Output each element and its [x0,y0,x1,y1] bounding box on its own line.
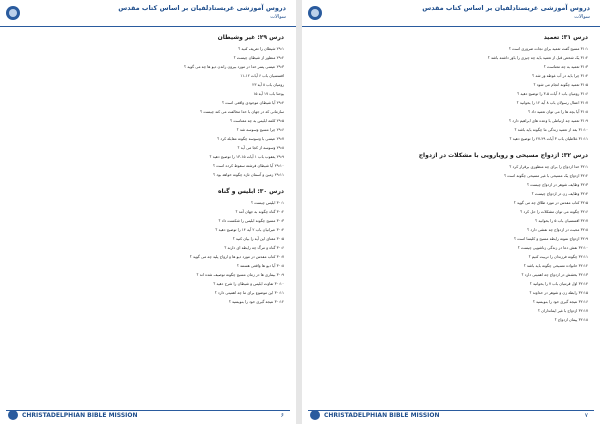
question-line: ۳۰:۱۰ تفاوت ابلیس و شیطان را شرح دهید ؟ [213,281,284,286]
question-line: ۳۲:۱۳ بخشش در ازدواج چه اهمیتی دارد ؟ [521,272,588,277]
question-list [314,46,588,142]
question-line: ۲۹:۵ کلمه ابلیس به چه معناست ؟ [230,118,284,123]
question-line: ۲۹:۸ وسوسه از کجا می آید ؟ [237,145,284,150]
footer-mission-name: CHRISTADELPHIAN BIBLE MISSION [22,412,138,419]
question-line: ۳۲:۱۴ اول قرنتیان باب ۷ را بخوانید ؟ [529,281,588,286]
footer-mission-name: CHRISTADELPHIAN BIBLE MISSION [324,412,440,419]
question-line: ۳۰:۲ گناه چگونه به جهان آمد ؟ [235,209,284,214]
question-line: ۲۹:۱۱ زمین و آسمان تازه چگونه خواهد بود ؟ [213,172,284,177]
question-line: ۳۲:۷ افسسیان باب ۵ را بخوانید ؟ [535,218,588,223]
lesson-heading: درس ۳۲: ازدواج مسیحی و رویارویی با مشکلات در ازدواج [418,152,588,159]
footer-rule [308,410,594,412]
footer-logo-icon [8,410,18,420]
question-line: ۳۲:۱۷ ازدواج با غیر ایمانداران ؟ [537,308,588,313]
question-line: ۳۰:۱۱ این موضوع برای ما چه اهمیتی دارد ؟ [214,290,284,295]
question-line: ۳۱:۷ اعمال رسولان باب ۸ آیه ۱۲ را بخوانید ؟ [516,100,588,105]
question-line: ۳۲:۹ ازدواج نمونه رابطه مسیح و کلیسا است ؟ [514,236,588,241]
question-line: ۳۱:۱۰ بعد از تعمید زندگی ما چگونه باید باشد ؟ [514,127,588,132]
left-page-body [12,34,284,308]
question-line: ۳۱:۲ یک شخص قبل از تعمید باید چه چیزی را باور داشته باشد ؟ [487,55,588,60]
question-list [12,200,284,305]
question-line: ۲۹:۷ عیسی با وسوسه چگونه مقابله کرد ؟ [217,136,284,141]
lesson-heading: درس ۳۱: تعمید [543,34,588,41]
right-page-body [314,34,588,326]
question-line: ۳۲:۸ محبت در ازدواج چه نقشی دارد ؟ [527,227,588,232]
question-line: ۲۹:۴ آیا شیطان موجودی واقعی است ؟ [222,100,284,105]
question-line: ۲۹:۲ منظور از شیطان چیست ؟ [233,55,284,60]
question-line: ۳۱:۹ تعمید چه ارتباطی با وعده های ابراهیم دارد ؟ [509,118,588,123]
question-line: ۳۰:۱ ابلیس چیست ؟ [250,200,284,205]
question-line: ۳۰:۵ معنای این آیه را بیان کنید ؟ [232,236,284,241]
question-line: ۲۹:۹ یعقوب باب ۱ آیات ۱۵-۱۳ را توضیح دهید ؟ [209,154,284,159]
question-line: ۳۲:۲ ازدواج یک مسیحی با غیر مسیحی چگونه است ؟ [504,173,588,178]
footer-logo-icon [310,410,320,420]
question-line: یوحنا باب ۱۷ آیه ۱۵ [253,91,284,96]
question-line: ۳۲:۱۱ چگونه فرزندان را تربیت کنیم ؟ [528,254,588,259]
question-line: ۳۲:۵ کتاب مقدس در مورد طلاق چه می گوید ؟ [513,200,588,205]
page-number: ۷ [584,412,588,419]
question-line: ۳۲:۱۰ نقش دعا در زندگی زناشویی چیست ؟ [517,245,588,250]
question-line: ۳۰:۶ گناه و مرگ چه رابطه ای دارند ؟ [224,245,284,250]
page-footer [302,402,600,424]
mission-logo-icon [308,6,322,20]
question-line: ۳۱:۳ تعمید به چه معناست ؟ [543,64,588,69]
page-footer [0,402,296,424]
header-title: دروس آموزشی غریستادلفیان بر اساس کتاب مقدس [118,4,286,12]
question-line: ۳۱:۱ مسیح گفت تعمید برای نجات ضروری است ؟ [508,46,588,51]
question-line: ۲۹:۶ چرا مسیح وسوسه شد ؟ [236,127,284,132]
question-line: سازمانی که در جهان با خدا مخالفت می کند چیست ؟ [200,109,284,114]
page-number: ۶ [280,412,284,419]
question-line: ۳۲:۱۸ پیمان ازدواج ؟ [554,317,588,322]
footer-rule [6,410,290,412]
question-line: ۳۰:۱۲ نتیجه گیری خود را بنویسید ؟ [228,299,284,304]
question-line: ۳۲:۱۲ خانواده مسیحی چگونه باید باشد ؟ [523,263,588,268]
question-list [314,164,588,323]
question-line: ۲۹:۱۰ آیا شیطان فرشته سقوط کرده است ؟ [213,163,284,168]
question-line: ۳۱:۴ چرا باید در آب غوطه ور شد ؟ [532,73,588,78]
page-header [0,0,296,27]
question-line: ۳۰:۳ مسیح چگونه ابلیس را شکست داد ؟ [218,218,284,223]
question-line: ۳۱:۶ رومیان باب ۶ آیات ۵-۳ را توضیح دهید ؟ [517,91,588,96]
header-subtitle: سوالات [270,14,286,20]
question-line: ۲۹:۱ شیطان را تعریف کنید ؟ [238,46,284,51]
question-line: افسسیان باب ۶ آیات ۱۲-۱۱ [240,73,284,78]
lesson-heading: درس ۲۹: غیر وشیطان [217,34,284,41]
question-list [12,46,284,178]
question-line: ۳۰:۴ عبرانیان باب ۲ آیه ۱۴ را توضیح دهید ؟ [215,227,284,232]
left-page [0,0,296,424]
question-line: ۳۱:۱۱ غلاطیان باب ۳ آیات ۲۹-۲۷ را توضیح دهید ؟ [509,136,588,141]
question-line: ۳۲:۱ خدا ازدواج را برای چه منظوری برقرار کرد ؟ [509,164,588,169]
question-line: ۳۲:۶ چگونه می توان مشکلات را حل کرد ؟ [520,209,588,214]
page-header [302,0,600,27]
question-line: ۳۰:۷ کتاب مقدس در مورد دیو ها و ارواح پلید چه می گوید ؟ [189,254,284,259]
question-line: ۳۲:۳ وظایف شوهر در ازدواج چیست ؟ [527,182,588,187]
lesson-heading: درس ۳۰: ابلیس و گناه [217,188,284,195]
question-line: رومیان باب ۸ آیه ۲۳ [252,82,284,87]
question-line: ۳۱:۵ تعمید چگونه انجام می شود ؟ [533,82,588,87]
question-line: ۳۲:۱۵ رابطه زن و شوهر در خداوند ؟ [529,290,588,295]
question-line: ۳۰:۹ بیماری ها در زمان مسیح چگونه توصیف شده اند ؟ [196,272,284,277]
question-line: ۳۲:۱۶ نتیجه گیری خود را بنویسید ؟ [532,299,588,304]
question-line: ۲۹:۳ عیسی پسر خدا در مورد بیرون راندن دیو ها چه می گوید ؟ [184,64,284,69]
question-line: ۳۲:۴ وظایف زن در ازدواج چیست ؟ [531,191,588,196]
header-title: دروس آموزشی غریستادلفیان بر اساس کتاب مقدس [422,4,590,12]
mission-logo-icon [6,6,20,20]
question-line: ۳۰:۸ آیا دیو ها واقعی هستند ؟ [236,263,284,268]
question-line: ۳۱:۸ آیا بچه ها را می توان تعمید داد ؟ [528,109,588,114]
header-subtitle: سوالات [574,14,590,20]
right-page [302,0,600,424]
